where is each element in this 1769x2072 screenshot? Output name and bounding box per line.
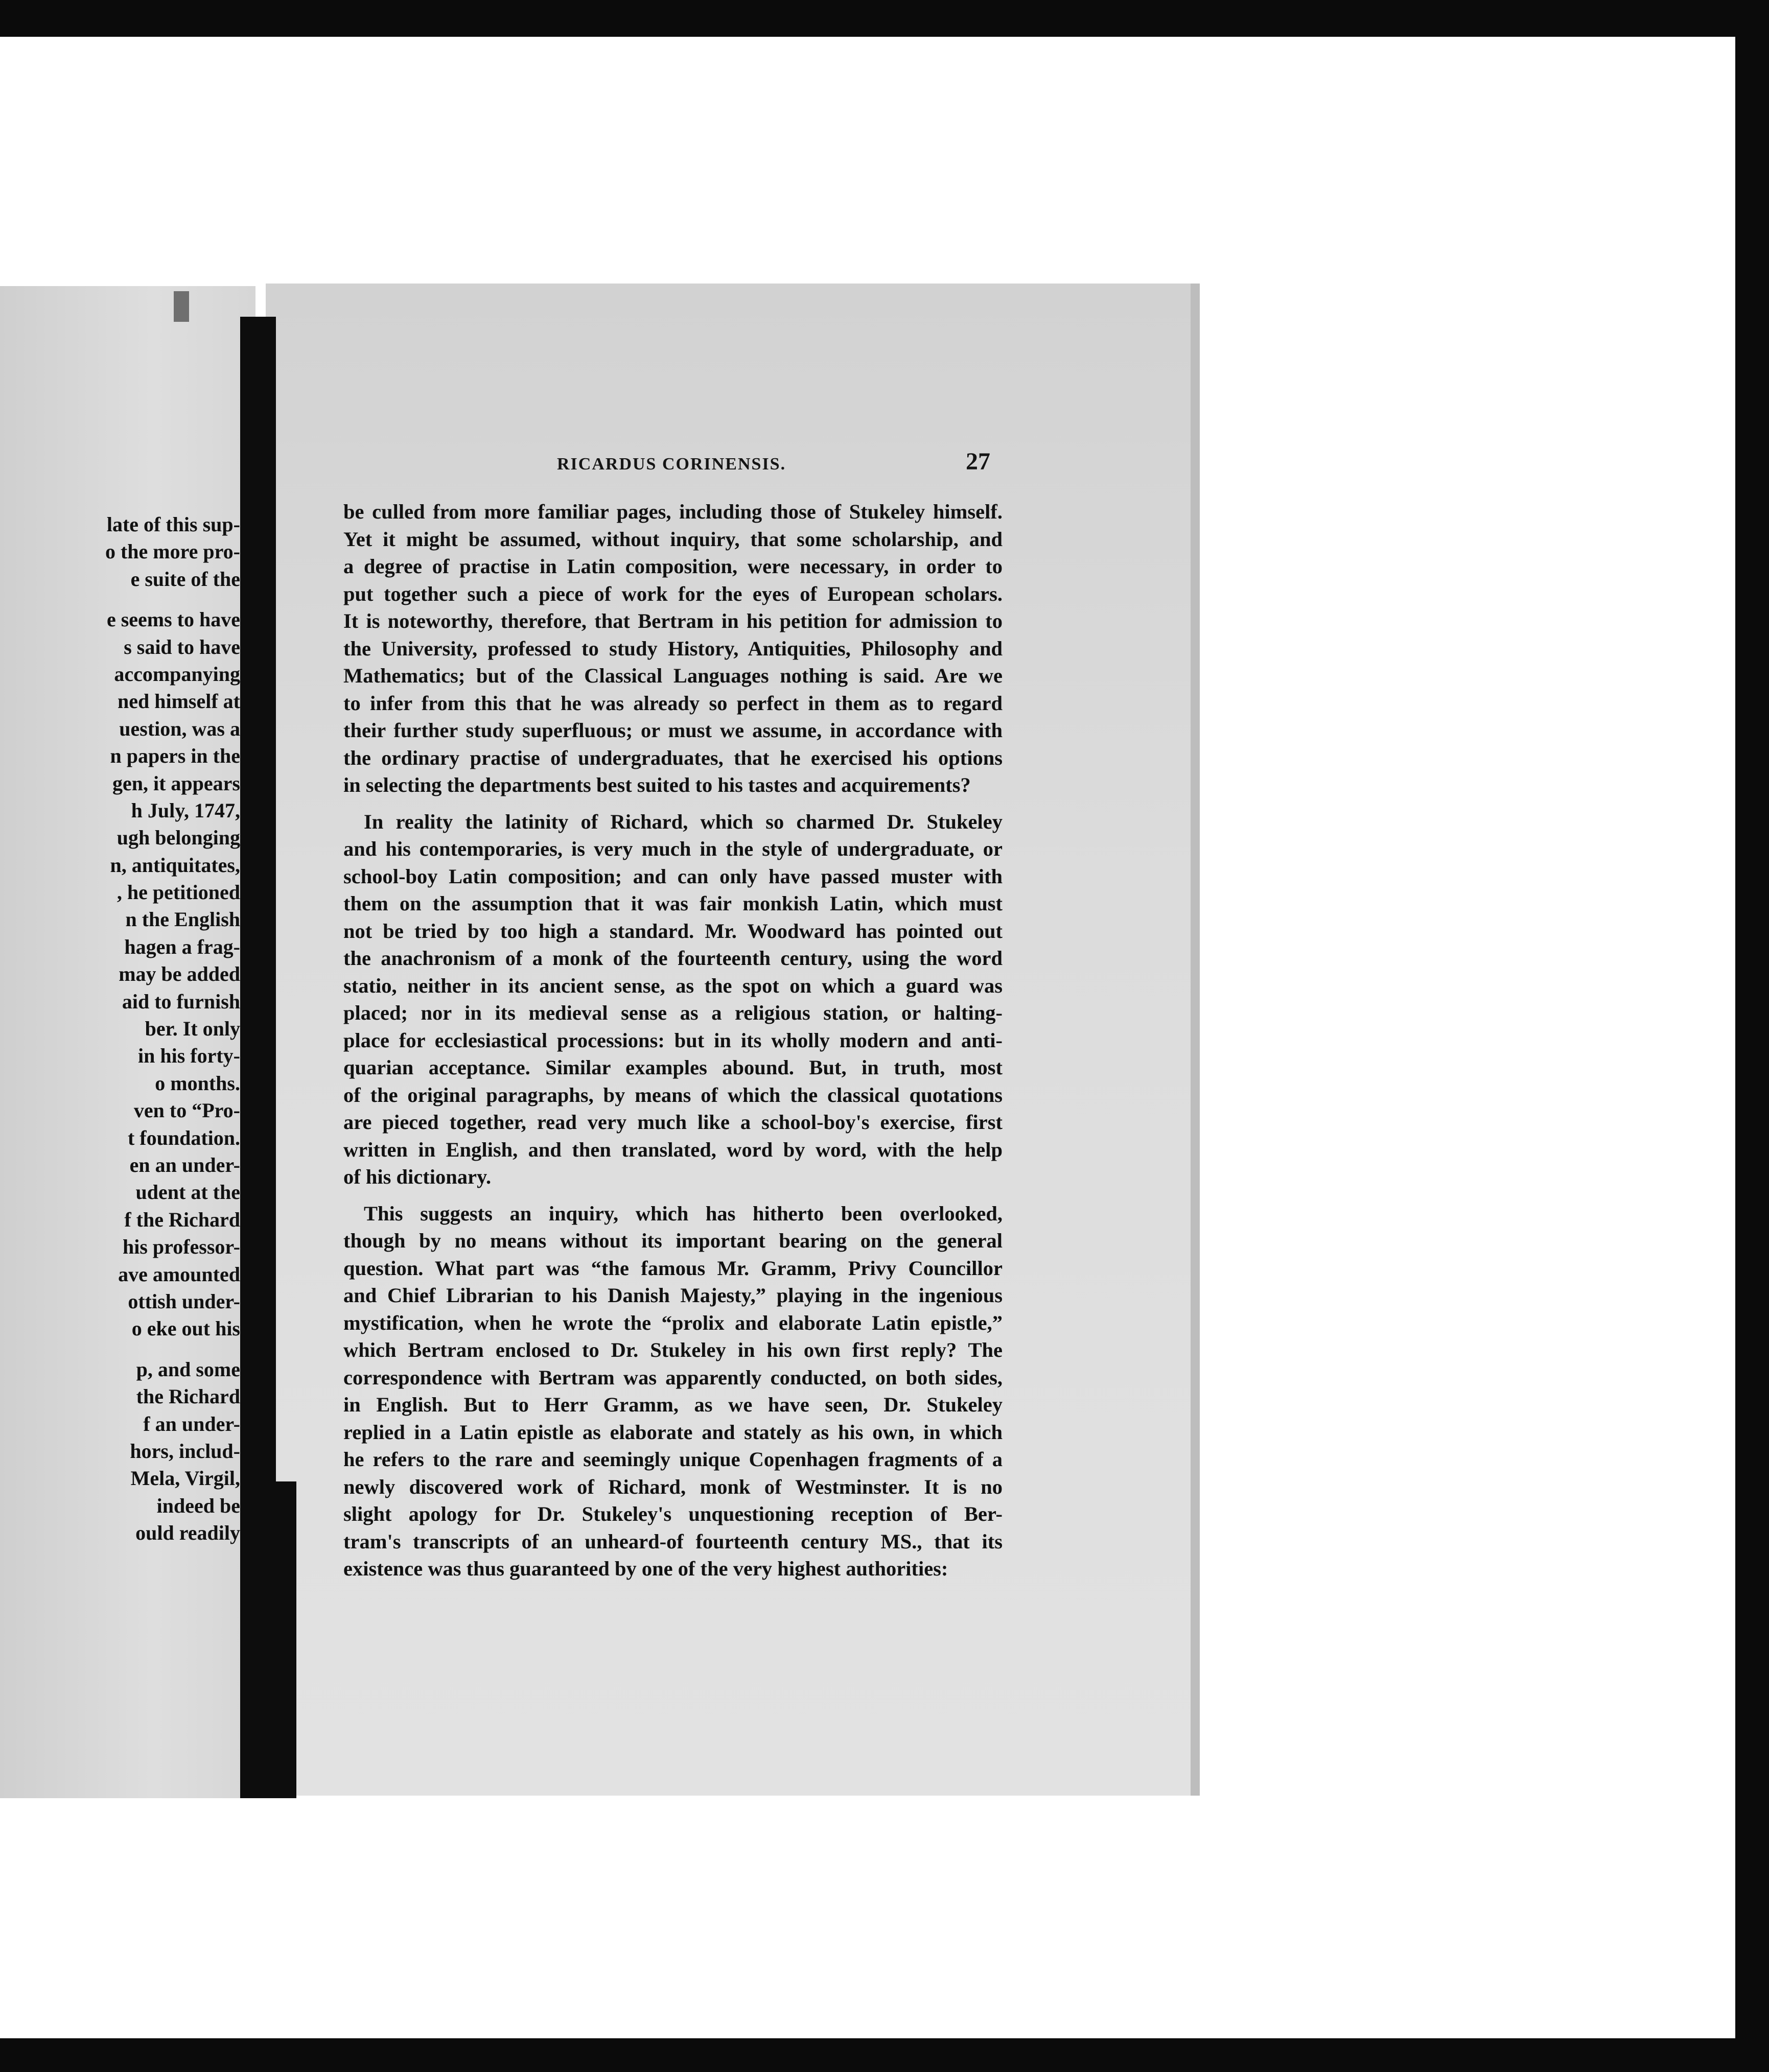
text-line: newly discovered work of Richard, monk of Westminster. It is no <box>343 1475 1003 1498</box>
text-line: placed; nor in its medieval sense as a religious station, or halting- <box>343 1001 1003 1024</box>
left-page-line: hors, includ- <box>130 1439 240 1463</box>
text-line: their further study superfluous; or must we assume, in accordance with <box>343 719 1003 742</box>
left-page-line: ave amounted <box>118 1262 240 1286</box>
text-line: mystification, when he wrote the “prolix and elaborate Latin epistle,” <box>343 1311 1003 1334</box>
left-page-line: ned himself at <box>118 690 240 713</box>
left-page-line: f an under- <box>143 1412 240 1435</box>
page-number: 27 <box>966 448 990 475</box>
left-page-line: aid to furnish <box>122 990 240 1013</box>
text-line: not be tried by too high a standard. Mr. Woodward has pointed out <box>343 919 1003 943</box>
left-page-text <box>0 511 240 1546</box>
text-line: existence was thus guaranteed by one of the very highest authorities: <box>343 1557 948 1580</box>
text-line: are pieced together, read very much like a school-boy's exercise, first <box>343 1111 1003 1134</box>
scan-border-bottom <box>0 2038 1769 2072</box>
text-line: Mathematics; but of the Classical Languages nothing is said. Are we <box>343 664 1003 687</box>
left-page-line: ugh belonging <box>117 826 240 850</box>
text-line: place for ecclesiastical processions: but in its wholly modern and anti- <box>343 1028 1003 1052</box>
text-line: This suggests an inquiry, which has hitherto been overlooked, <box>364 1202 1003 1225</box>
text-line: a degree of practise in Latin composition, were necessary, in order to <box>343 555 1003 578</box>
paragraph-gap <box>343 799 1003 808</box>
paragraph-gap <box>343 1191 1003 1200</box>
left-page-line: en an under- <box>129 1153 240 1176</box>
text-line: It is noteworthy, therefore, that Bertram in his petition for admission to <box>343 609 1003 632</box>
left-page-line: late of this sup- <box>106 513 240 536</box>
text-line: In reality the latinity of Richard, which so charmed Dr. Stukeley <box>364 810 1003 833</box>
text-line: replied in a Latin epistle as elaborate and stately as his own, in which <box>343 1420 1003 1444</box>
left-page-line: in his forty- <box>138 1044 240 1068</box>
left-page-line: udent at the <box>135 1181 240 1204</box>
left-page-line: f the Richard <box>124 1208 240 1231</box>
left-page-line: may be added <box>119 962 240 986</box>
left-page-line: indeed be <box>156 1494 240 1517</box>
text-line: of the original paragraphs, by means of which the classical quotations <box>343 1083 1003 1106</box>
left-page-line: o eke out his <box>131 1317 240 1340</box>
left-page-line: n, antiquitates, <box>110 853 240 877</box>
scan-border-right <box>1735 0 1769 2072</box>
binding-gutter <box>240 317 276 1798</box>
text-line: and Chief Librarian to his Danish Majesty,” playing in the ingenious <box>343 1284 1003 1307</box>
left-page-line: ber. It only <box>145 1017 240 1041</box>
left-page-line: o months. <box>155 1071 240 1095</box>
text-line: Yet it might be assumed, without inquiry, that some scholarship, and <box>343 527 1003 551</box>
text-line: the anachronism of a monk of the fourteenth century, using the word <box>343 947 1003 970</box>
text-line: and his contemporaries, is very much in the style of undergraduate, or <box>343 837 1003 860</box>
left-page-line: e suite of the <box>130 567 240 591</box>
left-page-line: uestion, was a <box>119 717 240 740</box>
left-page-line: accompanying <box>114 662 240 686</box>
left-page-line: o the more pro- <box>105 540 240 563</box>
text-line: statio, neither in its ancient sense, as the spot on which a guard was <box>343 974 1003 997</box>
left-page-line: ottish under- <box>128 1289 240 1313</box>
scan-border-top <box>0 0 1769 37</box>
left-page-line: p, and some <box>136 1357 240 1381</box>
text-line: put together such a piece of work for the eyes of European scholars. <box>343 582 1003 605</box>
page-body <box>343 498 1003 1583</box>
text-line: the University, professed to study History, Antiquities, Philosophy and <box>343 637 1003 660</box>
left-page-line: e seems to have <box>106 608 240 631</box>
left-page-line: n the English <box>125 908 240 931</box>
text-line: be culled from more familiar pages, including those of Stukeley himself. <box>343 500 1003 523</box>
left-page-line: n papers in the <box>110 744 240 768</box>
left-page-line: the Richard <box>136 1385 240 1408</box>
left-page-line: ven to “Pro- <box>133 1099 240 1122</box>
right-page-edge <box>1191 284 1200 1796</box>
text-line: of his dictionary. <box>343 1165 492 1188</box>
left-page-line: his professor- <box>123 1235 240 1259</box>
text-line: to infer from this that he was already so perfect in them as to regard <box>343 691 1003 715</box>
text-line: them on the assumption that it was fair monkish Latin, which must <box>343 892 1003 915</box>
text-line: in selecting the departments best suited to his tastes and acquirements? <box>343 773 971 796</box>
running-head: RICARDUS CORINENSIS. <box>557 455 786 474</box>
left-page-line: , he petitioned <box>117 881 240 904</box>
left-page-line: gen, it appears <box>112 771 240 795</box>
text-line: in English. But to Herr Gramm, as we have seen, Dr. Stukeley <box>343 1393 1003 1416</box>
text-line: school-boy Latin composition; and can only have passed muster with <box>343 864 1003 888</box>
text-line: written in English, and then translated, word by word, with the help <box>343 1138 1003 1161</box>
left-page-line: hagen a frag- <box>124 935 240 958</box>
text-line: correspondence with Bertram was apparently conducted, on both sides, <box>343 1365 1003 1389</box>
text-line: though by no means without its important bearing on the general <box>343 1229 1003 1252</box>
text-line: he refers to the rare and seemingly unique Copenhagen fragments of a <box>343 1448 1003 1471</box>
left-page-line <box>0 1343 240 1356</box>
binding-gutter-lower <box>276 1481 296 1798</box>
text-line: question. What part was “the famous Mr. Gramm, Privy Councillor <box>343 1256 1003 1280</box>
text-line: tram's transcripts of an unheard-of fourteenth century MS., that its <box>343 1529 1003 1553</box>
left-page-line: ould readily <box>135 1521 240 1545</box>
text-line: slight apology for Dr. Stukeley's unquestioning reception of Ber- <box>343 1502 1003 1525</box>
left-page-line: t foundation. <box>127 1126 240 1149</box>
text-line: quarian acceptance. Similar examples abound. But, in truth, most <box>343 1056 1003 1079</box>
left-page-line: Mela, Virgil, <box>130 1467 240 1490</box>
left-page-line <box>0 593 240 606</box>
left-page-line: h July, 1747, <box>131 798 240 822</box>
text-line: which Bertram enclosed to Dr. Stukeley in his own first reply? The <box>343 1338 1003 1361</box>
left-page-shadow <box>174 291 189 322</box>
text-line: the ordinary practise of undergraduates, that he exercised his options <box>343 746 1003 769</box>
left-page-line: s said to have <box>124 635 240 658</box>
